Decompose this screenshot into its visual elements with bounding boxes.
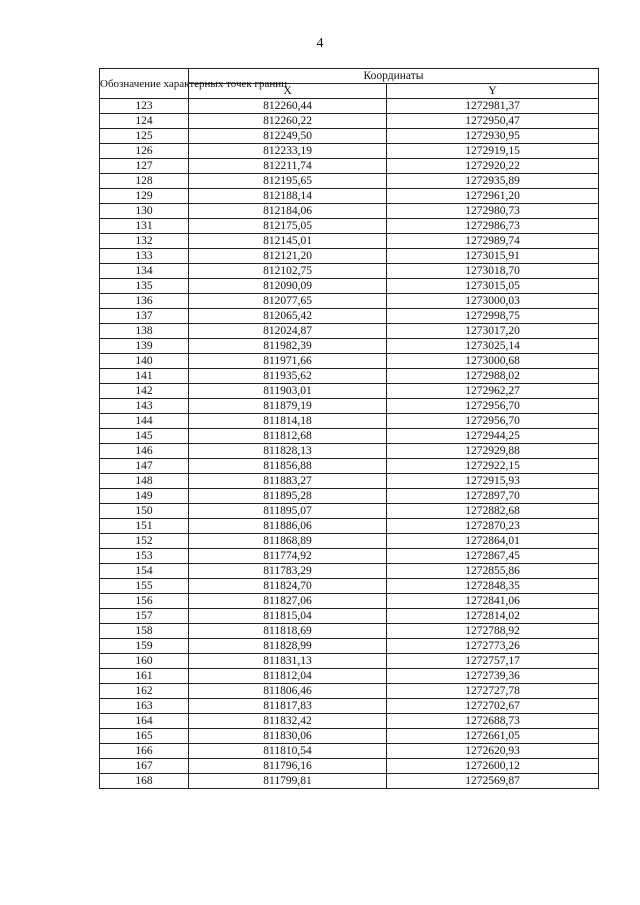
y-coordinate-cell: 1272961,20 [387,189,599,204]
x-coordinate-cell: 811895,07 [189,504,387,519]
coordinates-table [99,68,599,789]
x-coordinate-cell: 812211,74 [189,159,387,174]
y-coordinate-cell: 1272922,15 [387,459,599,474]
table-row [100,564,599,579]
point-number-cell: 125 [100,129,189,144]
table-row [100,594,599,609]
y-coordinate-cell: 1272569,87 [387,774,599,789]
point-number-cell: 160 [100,654,189,669]
y-coordinate-cell: 1272962,27 [387,384,599,399]
x-coordinate-cell: 811827,06 [189,594,387,609]
table-row [100,129,599,144]
table-row [100,219,599,234]
point-number-cell: 142 [100,384,189,399]
point-number-cell: 156 [100,594,189,609]
table-row [100,324,599,339]
point-number-cell: 138 [100,324,189,339]
x-coordinate-cell: 811783,29 [189,564,387,579]
x-coordinate-cell: 812145,01 [189,234,387,249]
y-coordinate-cell: 1272739,36 [387,669,599,684]
y-coordinate-cell: 1272688,73 [387,714,599,729]
y-coordinate-cell: 1272727,78 [387,684,599,699]
y-coordinate-cell: 1272981,37 [387,99,599,114]
x-coordinate-cell: 812121,20 [189,249,387,264]
x-coordinate-cell: 811817,83 [189,699,387,714]
point-number-cell: 140 [100,354,189,369]
x-coordinate-cell: 811814,18 [189,414,387,429]
x-coordinate-cell: 811879,19 [189,399,387,414]
y-coordinate-cell: 1272956,70 [387,399,599,414]
y-coordinate-cell: 1272864,01 [387,534,599,549]
point-number-cell: 126 [100,144,189,159]
table-body [100,99,599,789]
y-coordinate-cell: 1272814,02 [387,609,599,624]
point-number-cell: 129 [100,189,189,204]
point-number-cell: 127 [100,159,189,174]
x-coordinate-cell: 812184,06 [189,204,387,219]
x-coordinate-cell: 812249,50 [189,129,387,144]
y-coordinate-cell: 1272915,93 [387,474,599,489]
table-row [100,474,599,489]
y-coordinate-cell: 1272989,74 [387,234,599,249]
table-row [100,624,599,639]
table-row [100,384,599,399]
point-number-cell: 168 [100,774,189,789]
x-coordinate-cell: 811868,89 [189,534,387,549]
table-row [100,204,599,219]
x-coordinate-cell: 811810,54 [189,744,387,759]
y-coordinate-cell: 1272788,92 [387,624,599,639]
y-coordinate-cell: 1272600,12 [387,759,599,774]
y-coordinate-cell: 1272661,05 [387,729,599,744]
header-point-designation: Обозначение характерных точек границ [100,69,189,99]
table-row [100,609,599,624]
point-number-cell: 153 [100,549,189,564]
table-row [100,759,599,774]
point-number-cell: 130 [100,204,189,219]
table-row [100,99,599,114]
x-coordinate-cell: 811818,69 [189,624,387,639]
point-number-cell: 141 [100,369,189,384]
y-coordinate-cell: 1272929,88 [387,444,599,459]
point-number-cell: 158 [100,624,189,639]
point-number-cell: 149 [100,489,189,504]
point-number-cell: 163 [100,699,189,714]
y-coordinate-cell: 1272944,25 [387,429,599,444]
point-number-cell: 162 [100,684,189,699]
x-coordinate-cell: 811774,92 [189,549,387,564]
table-row [100,369,599,384]
point-number-cell: 132 [100,234,189,249]
y-coordinate-cell: 1273000,03 [387,294,599,309]
table-row [100,489,599,504]
point-number-cell: 146 [100,444,189,459]
table-row [100,519,599,534]
point-number-cell: 155 [100,579,189,594]
point-number-cell: 154 [100,564,189,579]
table-row [100,399,599,414]
point-number-cell: 134 [100,264,189,279]
header-coordinates: Координаты [189,69,599,84]
page-number: 4 [316,36,324,51]
y-coordinate-cell: 1272620,93 [387,744,599,759]
x-coordinate-cell: 812024,87 [189,324,387,339]
table-row [100,174,599,189]
x-coordinate-cell: 811971,66 [189,354,387,369]
x-coordinate-cell: 811982,39 [189,339,387,354]
point-number-cell: 143 [100,399,189,414]
y-coordinate-cell: 1272988,02 [387,369,599,384]
y-coordinate-cell: 1272702,67 [387,699,599,714]
x-coordinate-cell: 812188,14 [189,189,387,204]
y-coordinate-cell: 1272920,22 [387,159,599,174]
point-number-cell: 151 [100,519,189,534]
table-row [100,639,599,654]
point-number-cell: 135 [100,279,189,294]
point-number-cell: 165 [100,729,189,744]
header-y: Y [387,84,599,99]
x-coordinate-cell: 812102,75 [189,264,387,279]
x-coordinate-cell: 811824,70 [189,579,387,594]
x-coordinate-cell: 811806,46 [189,684,387,699]
y-coordinate-cell: 1273025,14 [387,339,599,354]
table-row [100,414,599,429]
x-coordinate-cell: 811812,04 [189,669,387,684]
y-coordinate-cell: 1272870,23 [387,519,599,534]
y-coordinate-cell: 1272935,89 [387,174,599,189]
x-coordinate-cell: 811815,04 [189,609,387,624]
x-coordinate-cell: 811799,81 [189,774,387,789]
table-row [100,669,599,684]
table-row [100,549,599,564]
point-number-cell: 133 [100,249,189,264]
header-x: X [189,84,387,99]
x-coordinate-cell: 811883,27 [189,474,387,489]
point-number-cell: 167 [100,759,189,774]
point-number-cell: 150 [100,504,189,519]
table-row [100,459,599,474]
point-number-cell: 147 [100,459,189,474]
x-coordinate-cell: 812090,09 [189,279,387,294]
table-row [100,684,599,699]
y-coordinate-cell: 1273015,05 [387,279,599,294]
x-coordinate-cell: 812195,65 [189,174,387,189]
point-number-cell: 164 [100,714,189,729]
point-number-cell: 145 [100,429,189,444]
y-coordinate-cell: 1272757,17 [387,654,599,669]
y-coordinate-cell: 1272998,75 [387,309,599,324]
x-coordinate-cell: 812233,19 [189,144,387,159]
y-coordinate-cell: 1273015,91 [387,249,599,264]
x-coordinate-cell: 811903,01 [189,384,387,399]
x-coordinate-cell: 811856,88 [189,459,387,474]
x-coordinate-cell: 812260,22 [189,114,387,129]
table-row [100,534,599,549]
x-coordinate-cell: 811830,06 [189,729,387,744]
table-row [100,159,599,174]
table-row [100,234,599,249]
table-row [100,654,599,669]
point-number-cell: 123 [100,99,189,114]
point-number-cell: 124 [100,114,189,129]
y-coordinate-cell: 1272950,47 [387,114,599,129]
table-row [100,294,599,309]
y-coordinate-cell: 1273000,68 [387,354,599,369]
point-number-cell: 161 [100,669,189,684]
table-row [100,144,599,159]
y-coordinate-cell: 1272956,70 [387,414,599,429]
table-row [100,354,599,369]
table-row [100,264,599,279]
x-coordinate-cell: 811886,06 [189,519,387,534]
x-coordinate-cell: 811812,68 [189,429,387,444]
y-coordinate-cell: 1272841,06 [387,594,599,609]
table-row [100,429,599,444]
y-coordinate-cell: 1272773,26 [387,639,599,654]
point-number-cell: 144 [100,414,189,429]
table-row [100,729,599,744]
point-number-cell: 152 [100,534,189,549]
point-number-cell: 166 [100,744,189,759]
table-row [100,189,599,204]
point-number-cell: 136 [100,294,189,309]
point-number-cell: 148 [100,474,189,489]
point-number-cell: 131 [100,219,189,234]
table-row [100,714,599,729]
y-coordinate-cell: 1272848,35 [387,579,599,594]
table-row [100,774,599,789]
table-row [100,579,599,594]
table-row [100,249,599,264]
y-coordinate-cell: 1272867,45 [387,549,599,564]
y-coordinate-cell: 1272882,68 [387,504,599,519]
y-coordinate-cell: 1272986,73 [387,219,599,234]
x-coordinate-cell: 811796,16 [189,759,387,774]
table-row [100,114,599,129]
x-coordinate-cell: 812175,05 [189,219,387,234]
x-coordinate-cell: 811828,99 [189,639,387,654]
point-number-cell: 137 [100,309,189,324]
x-coordinate-cell: 812065,42 [189,309,387,324]
point-number-cell: 157 [100,609,189,624]
y-coordinate-cell: 1272897,70 [387,489,599,504]
point-number-cell: 128 [100,174,189,189]
y-coordinate-cell: 1273017,20 [387,324,599,339]
y-coordinate-cell: 1272855,86 [387,564,599,579]
y-coordinate-cell: 1272919,15 [387,144,599,159]
x-coordinate-cell: 811831,13 [189,654,387,669]
x-coordinate-cell: 811832,42 [189,714,387,729]
x-coordinate-cell: 812077,65 [189,294,387,309]
x-coordinate-cell: 811935,62 [189,369,387,384]
x-coordinate-cell: 812260,44 [189,99,387,114]
x-coordinate-cell: 811828,13 [189,444,387,459]
point-number-cell: 139 [100,339,189,354]
y-coordinate-cell: 1272980,73 [387,204,599,219]
x-coordinate-cell: 811895,28 [189,489,387,504]
table-row [100,444,599,459]
point-number-cell: 159 [100,639,189,654]
table-row [100,339,599,354]
table-row [100,744,599,759]
table-row [100,699,599,714]
y-coordinate-cell: 1273018,70 [387,264,599,279]
y-coordinate-cell: 1272930,95 [387,129,599,144]
table-row [100,504,599,519]
table-row [100,309,599,324]
table-row [100,279,599,294]
